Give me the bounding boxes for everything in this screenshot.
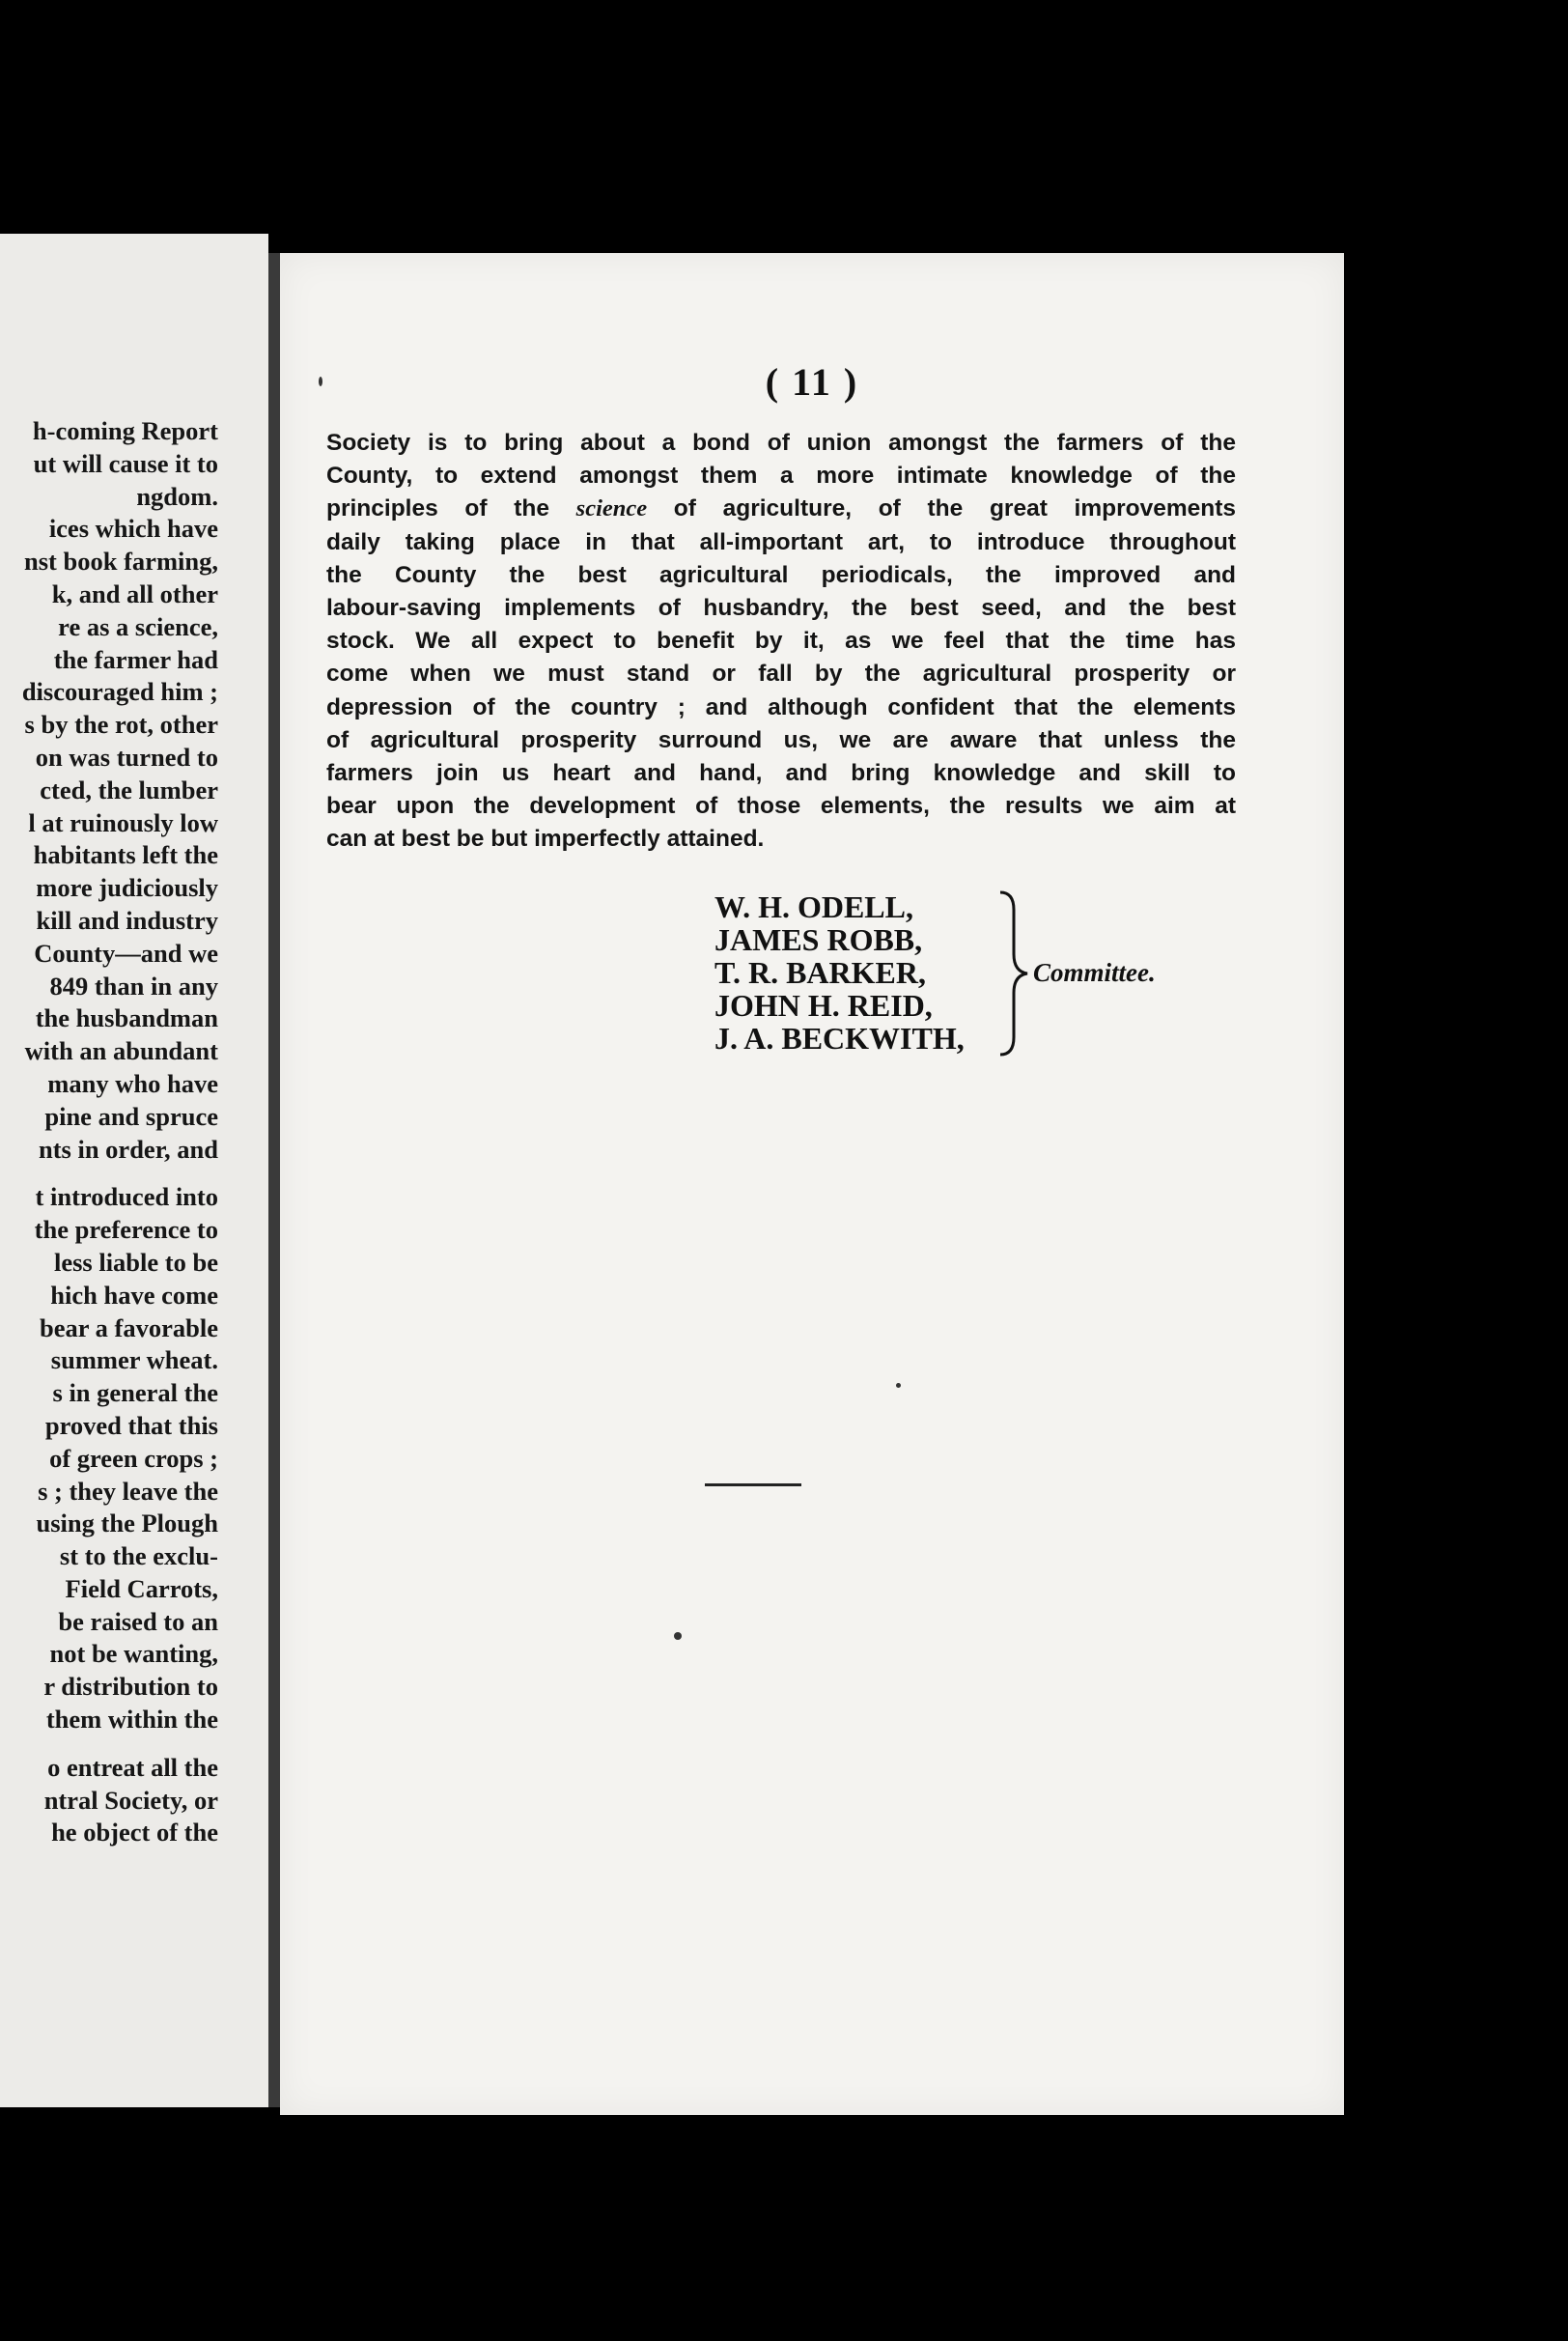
text-line: re as a science, (58, 611, 218, 641)
committee-label: Committee. (1033, 958, 1156, 987)
text-line: s by the rot, other (24, 710, 218, 740)
signatory-name: JAMES ROBB, (714, 922, 923, 957)
text-line: the farmer had (53, 644, 218, 674)
curly-brace-icon (996, 890, 1035, 1057)
text-line: depression of the country ; and although confident that the elements (326, 693, 1236, 720)
signatory-list (714, 890, 965, 1055)
text-line: come when we must stand or fall by the agricultural prosperity or (326, 661, 1236, 688)
text-line: them within the (45, 1705, 218, 1735)
text-line: the husbandman (35, 1003, 218, 1033)
text-line: less liable to be (53, 1247, 218, 1277)
signatory-name: JOHN H. REID, (714, 988, 933, 1023)
text-line: stock. We all expect to benefit by it, as we feel that the time has (326, 628, 1236, 655)
text-line: o entreat all the (47, 1752, 218, 1782)
book-gutter (268, 253, 280, 2107)
text-line: nts in order, and (38, 1134, 218, 1164)
text-line: can at best be but imperfectly attained. (326, 826, 765, 853)
signatory-name: T. R. BARKER, (714, 955, 926, 990)
text-line: discouraged him ; (21, 677, 218, 707)
text-line: farmers join us heart and hand, and bring knowledge and skill to (326, 760, 1236, 787)
text-line: pine and spruce (44, 1101, 218, 1131)
text-line: ices which have (48, 514, 218, 544)
text-line: many who have (47, 1068, 218, 1098)
ink-speck (674, 1632, 682, 1640)
page-number: ( 11 ) (765, 360, 859, 404)
text-line: the preference to (34, 1215, 218, 1245)
text-line: of green crops ; (49, 1443, 218, 1473)
left-page-text (0, 415, 218, 1849)
text-line: cted, the lumber (40, 775, 218, 804)
text-line: s ; they leave the (38, 1476, 218, 1506)
text-line: k, and all other (51, 578, 218, 608)
paragraph-gap (0, 1166, 218, 1181)
text-line: kill and industry (36, 905, 218, 935)
text-line: t introduced into (35, 1182, 218, 1212)
text-line: s in general the (52, 1378, 218, 1408)
text-line: st to the exclu- (59, 1541, 218, 1571)
signatory-name: J. A. BECKWITH, (714, 1021, 965, 1056)
text-line: the County the best agricultural periodicals, the improved and (326, 561, 1236, 588)
text-line: Field Carrots, (65, 1573, 218, 1603)
body-paragraph (326, 427, 1236, 857)
text-line: using the Plough (36, 1509, 218, 1538)
text-line: 849 than in any (49, 971, 218, 1001)
text-line: be raised to an (58, 1606, 218, 1636)
text-line: ut will cause it to (33, 448, 218, 478)
text-line: bear a favorable (40, 1312, 218, 1342)
closing-rule (705, 1483, 801, 1486)
ink-speck (896, 1383, 901, 1388)
signatory-name: W. H. ODELL, (714, 889, 913, 924)
left-page-fragment (0, 234, 268, 2107)
text-line: summer wheat. (50, 1345, 218, 1375)
text-line: Society is to bring about a bond of union amongst the farmers of the (326, 430, 1236, 456)
text-line: ngdom. (136, 481, 218, 511)
text-line: of agricultural prosperity surround us, we are aware that unless the (326, 726, 1236, 753)
text-line: hich have come (50, 1280, 218, 1310)
ink-speck (319, 377, 322, 386)
right-page (280, 253, 1344, 2115)
italic-term: science (575, 495, 648, 522)
text-line: more judiciously (36, 873, 218, 903)
text-line: bear upon the development of those elements, the results we aim at (326, 793, 1236, 820)
text-line: r distribution to (43, 1672, 218, 1702)
paragraph-gap (0, 1736, 218, 1752)
text-line: with an abundant (24, 1036, 218, 1066)
text-line: habitants left the (33, 840, 218, 870)
text-line: on was turned to (35, 742, 218, 772)
text-line: County—and we (34, 938, 218, 968)
text-line: h-coming Report (32, 416, 218, 445)
text-line: ntral Society, or (43, 1785, 218, 1815)
text-line: principles of the science of agriculture, of the great improvements (326, 495, 1237, 522)
text-line: proved that this (44, 1410, 218, 1440)
text-line: he object of the (51, 1818, 218, 1847)
text-line: l at ruinously low (28, 807, 218, 837)
text-line: daily taking place in that all-important art, to introduce throughout (326, 528, 1236, 555)
text-line: County, to extend amongst them a more intimate knowledge of the (326, 463, 1236, 490)
text-line: nst book farming, (24, 547, 218, 577)
text-line: not be wanting, (49, 1639, 218, 1669)
text-line: labour-saving implements of husbandry, the best seed, and the best (326, 595, 1236, 622)
